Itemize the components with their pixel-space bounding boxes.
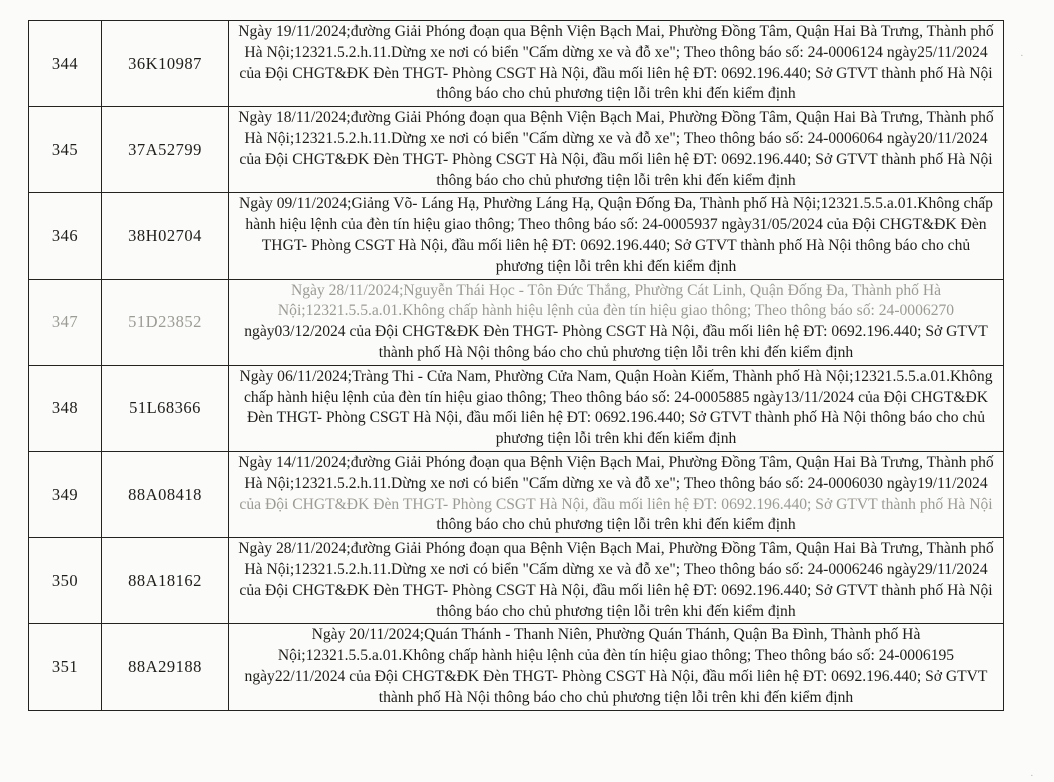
row-number-cell: 349 [29,451,102,537]
table-row [29,279,1004,365]
violation-description-cell [229,365,1004,451]
violation-description-cell [229,538,1004,624]
scan-speck: · [1020,50,1024,62]
row-number-cell: 345 [29,107,102,193]
violation-description-segment: thông báo cho chủ phương tiện lỗi trên khi đến kiểm định [436,516,796,534]
table-row [29,107,1004,193]
violation-description-segment: Ngày 28/11/2024;Nguyễn Thái Học - Tôn Đức Thắng, Phường Cát Linh, Quận Đống Đa, Thành phố Hà Nội;12321.5.5.a.01.Không chấp hành hiệu lệnh của đèn tín hiệu giao thông; Theo thông báo số: 24-0006270 [277,281,955,320]
violation-description-segment: Ngày 19/11/2024;đường Giải Phóng đoạn qua Bệnh Viện Bạch Mai, Phường Đồng Tâm, Quận Hai Bà Trưng, Thành phố Hà Nội;12321.5.2.h.11.Dừng xe nơi có biển "Cấm dừng xe và đỗ xe"; Theo thông báo số: 24-0006124 ngày25/11/2024 của Đội CHGT&ĐK Đèn THGT- Phòng CSGT Hà Nội, đầu mối liên hệ ĐT: 0692.196.440; Sở GTVT thành phố Hà Nội thông báo cho chủ phương tiện lỗi trên khi đến kiểm định [238,23,994,103]
table-row [29,193,1004,279]
violation-description-segment: Ngày 06/11/2024;Tràng Thi - Cửa Nam, Phường Cửa Nam, Quận Hoàn Kiếm, Thành phố Hà Nội;12321.5.5.a.01.Không chấp hành hiệu lệnh của đèn tín hiệu giao thông; Theo thông báo số: 24-0005885 ngày13/11/2024 của Đội CHGT&ĐK Đèn THGT- Phòng CSGT Hà Nội, đầu mối liên hệ ĐT: 0692.196.440; Sở GTVT thành phố Hà Nội thông báo cho chủ phương tiện lỗi trên khi đến kiểm định [239,367,993,448]
violation-description-cell [229,624,1004,710]
row-number-cell: 346 [29,193,102,279]
license-plate-cell: 51D23852 [102,279,229,365]
scan-speck: · [1030,770,1034,782]
license-plate-cell: 38H02704 [102,193,229,279]
violation-description-cell [229,21,1004,107]
violation-description-segment: của Đội CHGT&ĐK Đèn THGT- Phòng CSGT Hà Nội, đầu mối liên hệ ĐT: 0692.196.440; Sở GTVT thành phố Hà Nội [239,495,993,513]
violation-description-cell [229,193,1004,279]
license-plate-cell: 36K10987 [102,21,229,107]
violation-description-segment: Ngày 18/11/2024;đường Giải Phóng đoạn qua Bệnh Viện Bạch Mai, Phường Đồng Tâm, Quận Hai Bà Trưng, Thành phố Hà Nội;12321.5.2.h.11.Dừng xe nơi có biển "Cấm dừng xe và đỗ xe"; Theo thông báo số: 24-0006064 ngày20/11/2024 của Đội CHGT&ĐK Đèn THGT- Phòng CSGT Hà Nội, đầu mối liên hệ ĐT: 0692.196.440; Sở GTVT thành phố Hà Nội thông báo cho chủ phương tiện lỗi trên khi đến kiểm định [238,109,994,189]
table-row [29,21,1004,107]
license-plate-cell: 88A18162 [102,538,229,624]
table-row [29,538,1004,624]
violation-description-segment: Ngày 14/11/2024;đường Giải Phóng đoạn qua Bệnh Viện Bạch Mai, Phường Đồng Tâm, Quận Hai Bà Trưng, Thành phố Hà Nội;12321.5.2.h.11.Dừng xe nơi có biển "Cấm dừng xe và đỗ xe"; Theo thông báo số: 24-0006030 ngày19/11/2024 [238,453,994,492]
table-row [29,624,1004,710]
row-number-cell: 348 [29,365,102,451]
violation-description-cell [229,107,1004,193]
violation-description-segment: Ngày 09/11/2024;Giảng Võ- Láng Hạ, Phường Láng Hạ, Quận Đống Đa, Thành phố Hà Nội;12321.5.5.a.01.Không chấp hành hiệu lệnh của đèn tín hiệu giao thông; Theo thông báo số: 24-0005937 ngày31/05/2024 của Đội CHGT&ĐK Đèn THGT- Phòng CSGT Hà Nội, đầu mối liên hệ ĐT: 0692.196.440; Sở GTVT thành phố Hà Nội thông báo cho chủ phương tiện lỗi trên khi đến kiểm định [239,195,993,275]
violation-description-cell [229,279,1004,365]
violation-table-body [29,21,1004,711]
license-plate-cell: 88A29188 [102,624,229,710]
table-row [29,365,1004,451]
violation-description-segment: ngày03/12/2024 của Đội CHGT&ĐK Đèn THGT- Phòng CSGT Hà Nội, đầu mối liên hệ ĐT: 0692.196.440; Sở GTVT thành phố Hà Nội thông báo cho chủ phương tiện lỗi trên khi đến kiểm định [244,323,988,361]
row-number-cell: 347 [29,279,102,365]
license-plate-cell: 51L68366 [102,365,229,451]
row-number-cell: 351 [29,624,102,710]
violation-description-segment: Ngày 20/11/2024;Quán Thánh - Thanh Niên, Phường Quán Thánh, Quận Ba Đình, Thành phố Hà Nội;12321.5.5.a.01.Không chấp hành hiệu lệnh của đèn tín hiệu giao thông; Theo thông báo số: 24-0006195 ngày22/11/2024 của Đội CHGT&ĐK Đèn THGT- Phòng CSGT Hà Nội, đầu mối liên hệ ĐT: 0692.196.440; Sở GTVT thành phố Hà Nội thông báo cho chủ phương tiện lỗi trên khi đến kiểm định [244,626,988,706]
table-row [29,451,1004,537]
row-number-cell: 344 [29,21,102,107]
violation-description-cell [229,451,1004,537]
row-number-cell: 350 [29,538,102,624]
license-plate-cell: 88A08418 [102,451,229,537]
violation-description-segment: Ngày 28/11/2024;đường Giải Phóng đoạn qua Bệnh Viện Bạch Mai, Phường Đồng Tâm, Quận Hai Bà Trưng, Thành phố Hà Nội;12321.5.2.h.11.Dừng xe nơi có biển "Cấm dừng xe và đỗ xe"; Theo thông báo số: 24-0006246 ngày29/11/2024 của Đội CHGT&ĐK Đèn THGT- Phòng CSGT Hà Nội, đầu mối liên hệ ĐT: 0692.196.440; Sở GTVT thành phố Hà Nội thông báo cho chủ phương tiện lỗi trên khi đến kiểm định [238,540,994,620]
violation-table [28,20,1004,711]
license-plate-cell: 37A52799 [102,107,229,193]
